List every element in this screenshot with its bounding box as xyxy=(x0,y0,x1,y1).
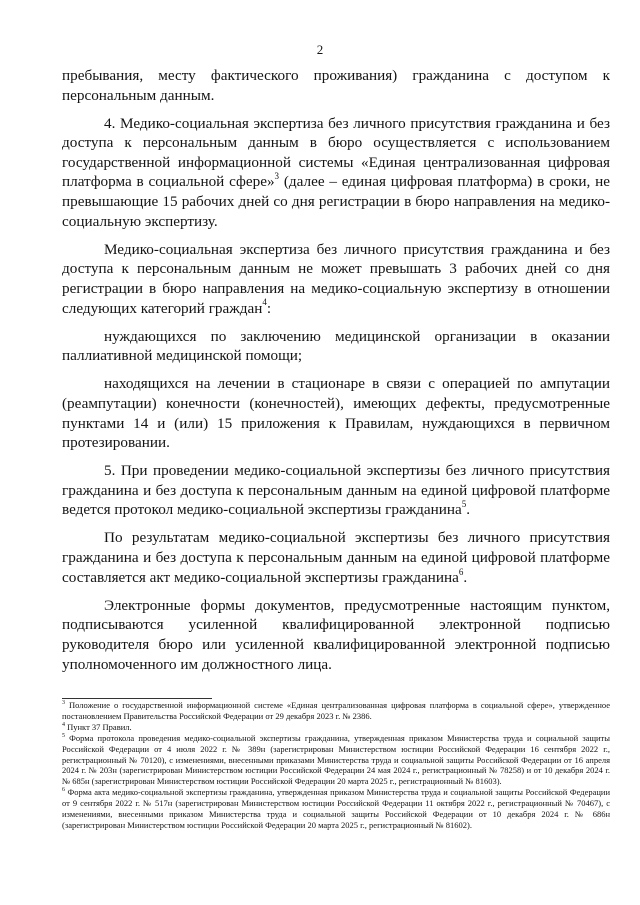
footnote-separator xyxy=(62,698,212,699)
footnote-ref: 3 xyxy=(274,171,280,182)
footnote-ref: 5 xyxy=(461,499,467,510)
footnote-3: $^3$ Положение о государственной информационной системе «Единая централизованная цифровая платформа в социальной сфере», утвержденное постановлением Правительства Российской Федерации от 29 декабря 2023 г. № 2386. xyxy=(62,700,610,721)
document-body xyxy=(62,66,610,683)
paragraph: Электронные формы документов, предусмотренные настоящим пунктом, подписываются усиленной квалифицированной электронной подписью руководителя бюро или усиленной квалифицированной электронной подписью уполномоченного им должностного лица. xyxy=(62,596,610,673)
footnote-ref: 6 xyxy=(458,566,464,577)
list-item: нуждающихся по заключению медицинской организации в оказании паллиативной медицинской помощи; xyxy=(62,327,610,365)
footnote-5: $^5$ Форма протокола проведения медико-социальной экспертизы гражданина, утвержденная приказом Министерства труда и социальной защиты Российской Федерации от 4 июля 2022 г. № 389н (зарегистрирован Министерством юстиции Российской Федерации 16 сентября 2022 г., регистрационный № 70120), с изменениями, внесенными приказами Министерства труда и социальной защиты Российской Федерации от 16 апреля 2024 г. № 203н (зарегистрирован Министерством юстиции Российской Федерации 24 мая 2024 г., регистрационный № 78258) и от 10 декабря 2024 г. № 685н (зарегистрирован Министерством юстиции Российской Федерации 20 марта 2025 г., регистрационный № 81603). xyxy=(62,732,610,787)
paragraph-item-5: 5. При проведении медико-социальной экспертизы без личного присутствия гражданина и без доступа к персональным данным на единой цифровой платформе ведется протокол медико-социальной экспертизы гражданина$^5$. xyxy=(62,462,610,519)
footnote-4: $^4$ Пункт 37 Правил. xyxy=(62,721,132,732)
footnotes xyxy=(62,700,610,831)
paragraph: Медико-социальная экспертиза без личного присутствия гражданина и без доступа к персональным данным не может превышать 3 рабочих дней со дня регистрации в бюро направления на медико-социальную экспертизу в отношении следующих категорий граждан$^4$: xyxy=(62,240,610,317)
list-item: находящихся на лечении в стационаре в связи с операцией по ампутации (реампутации) конечности (конечностей), имеющих дефекты, предусмотренные пунктами 14 и (или) 15 приложения к Правилам, нуждающихся в первичном протезировании. xyxy=(62,375,610,452)
page-number: 2 xyxy=(316,42,324,57)
paragraph-item-4: 4. Медико-социальная экспертиза без личного присутствия гражданина и без доступа к персональным данным в бюро осуществляется с использованием государственной информационной системы «Единая централизованная цифровая платформа в социальной сфере»$^3$ (далее – единая цифровая платформа) в сроки, не превышающие 15 рабочих дней со дня регистрации в бюро направления на медико-социальную экспертизу. xyxy=(62,114,610,230)
footnote-ref: 4 xyxy=(262,297,267,308)
paragraph: пребывания, месту фактического проживания) гражданина с доступом к персональным данным. xyxy=(62,67,610,104)
footnote-6: $^6$ Форма акта медико-социальной экспертизы гражданина, утвержденная приказом Министерства труда и социальной защиты Российской Федерации от 9 сентября 2022 г. № 517н (зарегистрирован Министерством юстиции Российской Федерации 11 октября 2022 г., регистрационный № 70467), с изменениями, внесенными приказом Министерства труда и социальной защиты Российской Федерации от 10 декабря 2024 г. № 686н (зарегистрирован Министерством юстиции Российской Федерации 20 марта 2025 г., регистрационный № 81602). xyxy=(62,787,611,830)
paragraph: По результатам медико-социальной экспертизы без личного присутствия гражданина и без доступа к персональным данным на единой цифровой платформе составляется акт медико-социальной экспертизы гражданина$^6$. xyxy=(62,529,610,586)
